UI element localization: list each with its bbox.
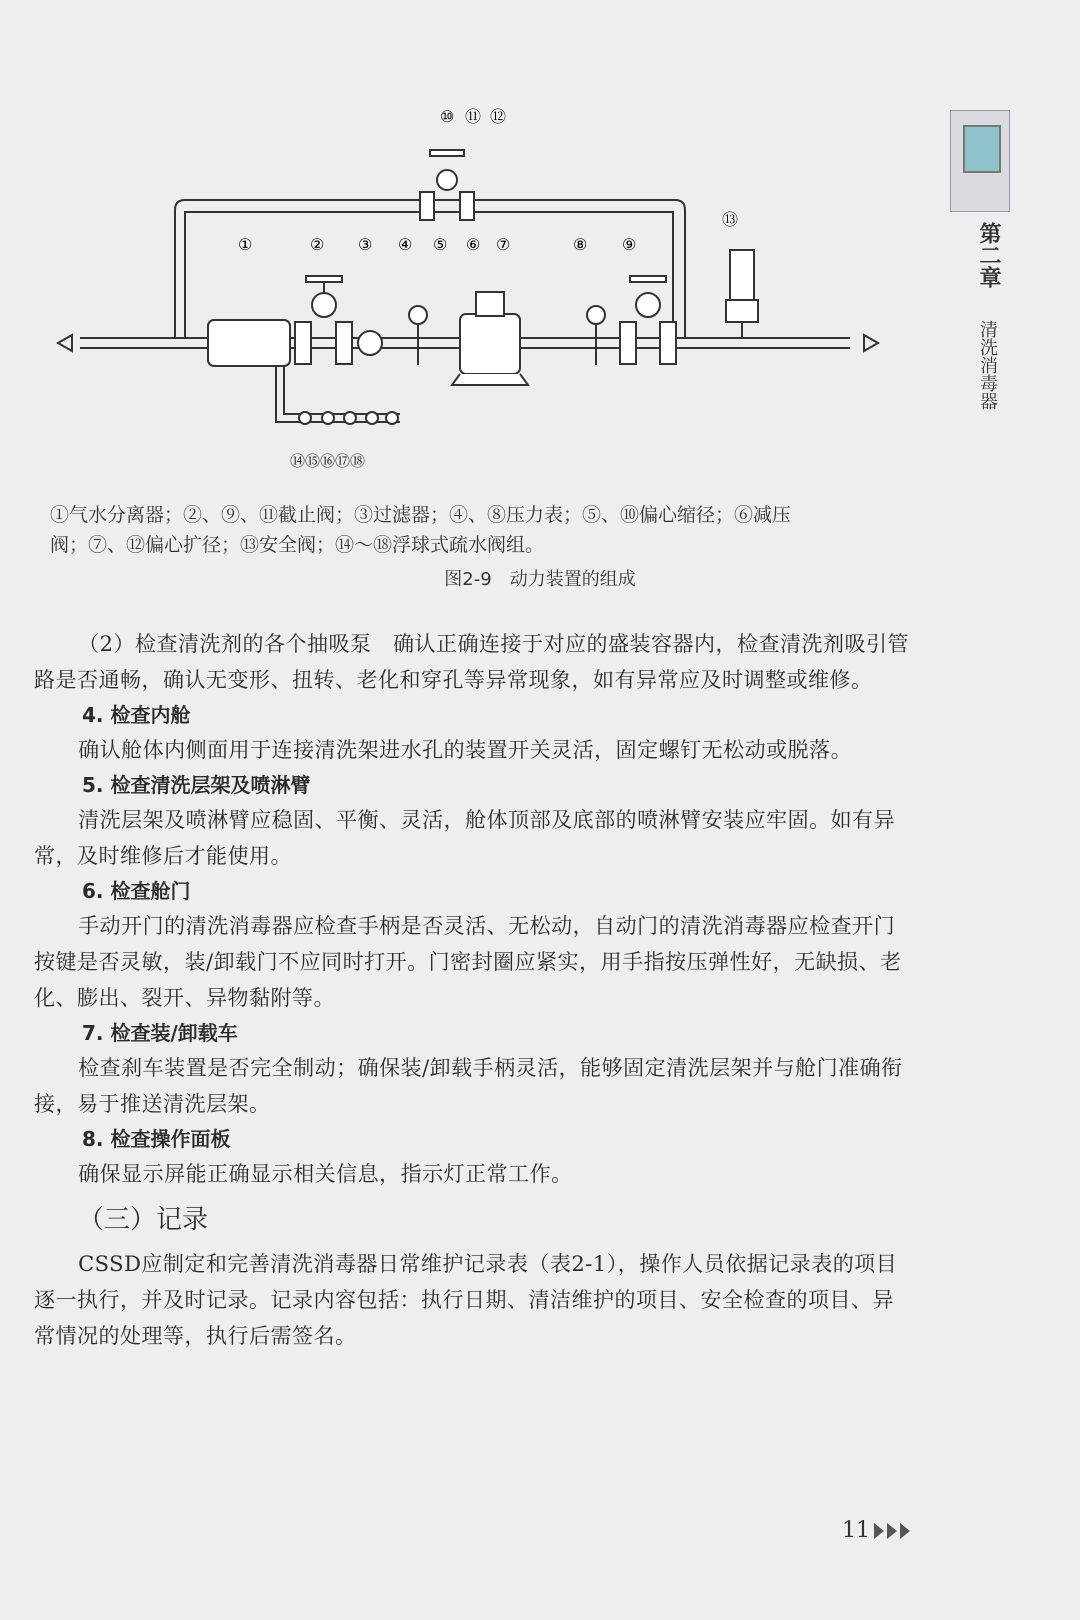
outlet-arrow-icon bbox=[864, 335, 878, 351]
paragraph-racks-arms: 清洗层架及喷淋臂应稳固、平衡、灵活，舱体顶部及底部的喷淋臂安装应牢固。如有异常，及时维修后才能使用。 bbox=[34, 808, 896, 868]
paragraph-pumps: （2）检查清洗剂的各个抽吸泵 确认正确连接于对应的盛装容器内，检查清洗剂吸引管路是否通畅，确认无变形、扭转、老化和穿孔等异常现象，如有异常应及时调整或维修。 bbox=[34, 632, 909, 692]
callout-1: ① bbox=[238, 235, 253, 254]
callout-12: ⑫ bbox=[490, 107, 507, 126]
callout-4: ④ bbox=[398, 235, 413, 254]
callout-13: ⑬ bbox=[722, 210, 739, 229]
paragraph-control-panel: 确保显示屏能正确显示相关信息，指示灯正常工作。 bbox=[78, 1162, 573, 1186]
callout-3: ③ bbox=[358, 235, 373, 254]
callout-14-18: ⑭⑮⑯⑰⑱ bbox=[290, 452, 366, 470]
paragraph-loading-cart: 检查刹车装置是否完全制动；确保装/卸载手柄灵活，能够固定清洗层架并与舱门准确衔接，易于推送清洗层架。 bbox=[34, 1056, 903, 1116]
legend-line-1: ①气水分离器；②、⑨、⑪截止阀；③过滤器；④、⑧压力表；⑤、⑩偏心缩径；⑥减压 bbox=[50, 504, 792, 526]
heading-loading-cart: 7. 检查装/卸载车 bbox=[82, 1021, 238, 1045]
callout-6: ⑥ bbox=[466, 235, 481, 254]
legend-line-2: 阀；⑦、⑫偏心扩径；⑬安全阀；⑭～⑱浮球式疏水阀组。 bbox=[50, 534, 545, 556]
body-text bbox=[34, 626, 914, 1354]
paragraph-door: 手动开门的清洗消毒器应检查手柄是否灵活、无松动，自动门的清洗消毒器应检查开门按键是否灵敏，装/卸载门不应同时打开。门密封圈应紧实，用手指按压弹性好，无缺损、老化、膨出、裂开、异物黏附等。 bbox=[34, 914, 902, 1010]
chapter-title: 清洗消毒器 bbox=[977, 320, 998, 410]
callout-10: ⑩ bbox=[440, 107, 455, 126]
callout-9: ⑨ bbox=[622, 235, 637, 254]
chapter-label: 第二章 bbox=[976, 222, 1001, 288]
chapter-thumbnail-icon bbox=[950, 110, 1010, 212]
section-records: （三）记录 bbox=[78, 1205, 209, 1235]
callout-5: ⑤ bbox=[433, 235, 448, 254]
paragraph-records: CSSD应制定和完善清洗消毒器日常维护记录表（表2-1），操作人员依据记录表的项目逐一执行，并及时记录。记录内容包括：执行日期、清洁维护的项目、安全检查的项目、异常情况的处理等，执行后需签名。 bbox=[34, 1252, 898, 1348]
figure-number: 图2-9 bbox=[444, 569, 492, 590]
heading-racks-arms: 5. 检查清洗层架及喷淋臂 bbox=[82, 773, 311, 797]
heading-door: 6. 检查舱门 bbox=[82, 879, 191, 903]
page-arrows-icon bbox=[872, 1520, 916, 1542]
page-number: 11 bbox=[842, 1518, 870, 1543]
callout-2: ② bbox=[310, 235, 325, 254]
callout-8: ⑧ bbox=[573, 235, 588, 254]
heading-control-panel: 8. 检查操作面板 bbox=[82, 1127, 231, 1151]
figure-title: 动力装置的组成 bbox=[509, 569, 636, 590]
pipeline-schematic bbox=[40, 100, 920, 500]
figure-legend bbox=[50, 500, 910, 560]
inlet-arrow-icon bbox=[58, 335, 72, 351]
figure-caption bbox=[0, 565, 1080, 591]
callout-11: ⑪ bbox=[465, 107, 482, 126]
heading-inner-chamber: 4. 检查内舱 bbox=[82, 703, 191, 727]
paragraph-inner-chamber: 确认舱体内侧面用于连接清洗架进水孔的装置开关灵活，固定螺钉无松动或脱落。 bbox=[78, 738, 853, 762]
power-device-diagram bbox=[40, 100, 920, 500]
callout-7: ⑦ bbox=[496, 235, 511, 254]
